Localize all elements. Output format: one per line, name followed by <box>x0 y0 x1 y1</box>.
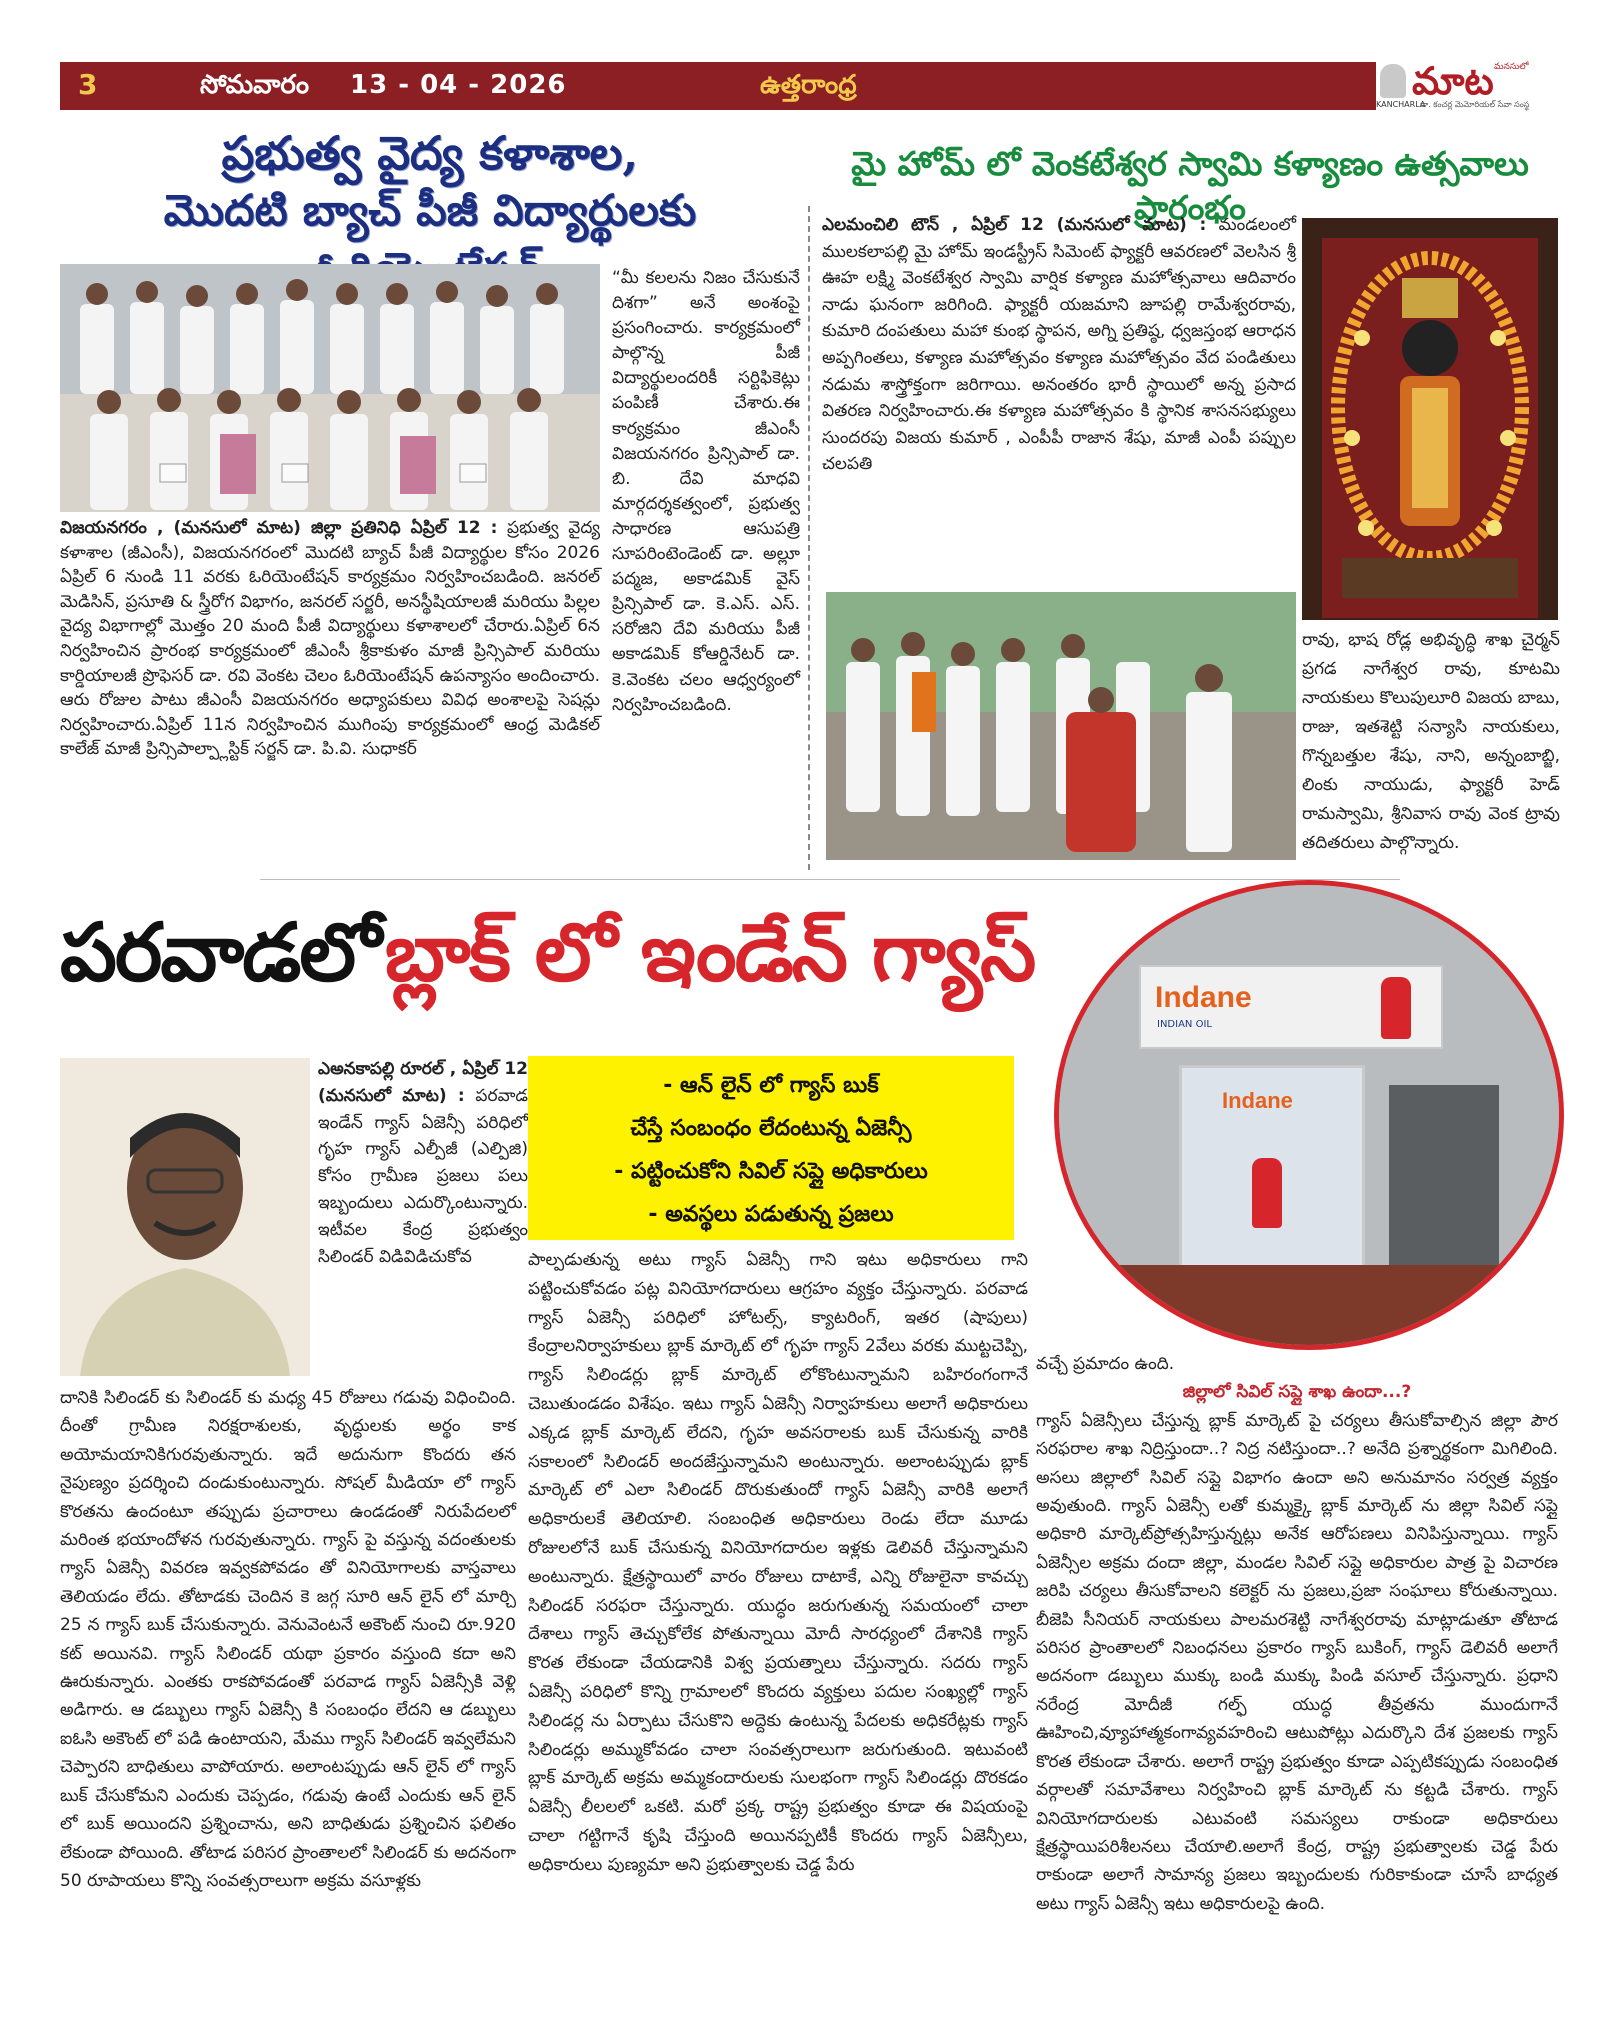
shutter-gate <box>1389 1085 1499 1275</box>
graduates-group-photo-art <box>60 264 600 512</box>
article3-col3-top: వచ్చే ప్రమాదం ఉంది. <box>1036 1354 1175 1374</box>
article1-headline-line2: మొదటి బ్యాచ్ పీజీ విద్యార్థులకు <box>163 186 697 236</box>
page-header-bar <box>60 62 1560 110</box>
gas-agency-photo <box>1054 880 1564 1350</box>
highlight-item: - అవస్థలు పడుతున్న ప్రజలు <box>648 1202 894 1227</box>
article3-headline-part2: బ్లాక్ లో ఇండేన్ గ్యాస్ <box>384 906 1035 999</box>
article1-body-text: ప్రభుత్వ వైద్య కళాశాల (జీఎంసీ), విజయనగరంలో మొదటి బ్యాచ్ పీజీ విద్యార్థుల కోసం 2026 ఏప్రిల్ 6 నుండి 11 వరకు ఓరియెంటేషన్ కార్యక్రమం నిర్వహించబడింది. జనరల్ మెడిసిన్, ప్రసూతి & స్త్రీరోగ విభాగం, జనరల్ సర్జరీ, అనస్థీషియాలజీ మరియు పిల్లల వైద్య విభాగాల్లో మొత్తం 20 మంది పీజీ విద్యార్థులు కళాశాలలో చేరారు.ఏప్రిల్ 6న నిర్వహించిన ప్రారంభ కార్యక్రమంలో జీఎంసీ శ్రీకాకుళం మాజీ ప్రిన్సిపాల్ మరియు కార్డియాలజీ ప్రొఫెసర్ డా. రవి వెంకట చెలం ఓరియెంటేషన్ ఉపన్యాసం అందించారు. ఆరు రోజుల పాటు జీఎంసీ విజయనగరం అధ్యాపకులు వివిధ అంశాలపై సెషన్లు నిర్వహించారు.ఏప్రిల్ 11న నిర్వహించిన ముగింపు కార్యక్రమంలో ఆంధ్ర మెడికల్ కాలేజ్ మాజీ ప్రిన్సిపాల్ప్లాస్టిక్ సర్జన్ డా. పి.వి. సుధాకర్ <box>60 518 601 760</box>
indane-sign-sub: INDIAN OIL <box>1157 1019 1212 1030</box>
article3-col2-text: పాల్పడుతున్న అటు గ్యాస్ ఏజెన్సీ గాని ఇటు అధికారులు గాని పట్టించుకోవడం పట్ల వినియోగదారులు ఆగ్రహం వ్యక్తం చేస్తున్నారు. పరవాడ గ్యాస్ ఏజెన్సీ పరిధిలో హోటల్స్, క్యాటరింగ్, ఇతర (షాపులు) కేంద్రాలనిర్వాహకులు బ్లాక్ మార్కెట్ లో గృహ గ్యాస్ 2వేలు వరకు ముట్టచెప్పి, గ్యాస్ సిలిండర్లు బ్లాక్ మార్కెట్ లోకొంటున్నామని బహిరంగంగానే చెబుతుండడం విశేషం. ఇటు గ్యాస్ ఏజెన్సీ నిర్వాహకులు అలాగే అధికారులు ఎక్కడ బ్లాక్ మార్కెట్ లేదని, గృహ అవసరాలకు బుక్ చేసుకున్న వారికి సకాలంలో సిలిండర్ అందజేస్తున్నామని అంటున్నారు. అలాంటప్పుడు బ్లాక్ మార్కెట్ లో ఎలా సిలిండర్ దొరుకుతుందో గ్యాస్ ఏజెన్సీ వారికి అలాగే అధికారులకే తెలియాలి. సంబంధిత అధికారులు రెండు లేదా మూడు రోజులలోనే బుక్ చేసుకున్న వినియోగదారుల ఇళ్లకు డెలివరీ చేస్తున్నామని అంటున్నారు. క్షేత్రస్థాయిలో వారం రోజులు దాటాకే, ఎన్ని రోజులైనా కావచ్చు సిలిండర్ సరఫరా చేస్తున్నారు. యుద్ధం జరుగుతున్న సమయంలో చాలా దేశాలు గ్యాస్ తెచ్చుకోలేక పోతున్నాయి మోదీ సారధ్యంలో దేశానికి గ్యాస్ కొరత లేకుండా చేయడానికి విశ్వ ప్రయత్నాలు చేస్తున్నారు. సదరు గ్యాస్ ఏజెన్సీ పరిధిలో కొన్ని గ్రామాలలో కొందరు వ్యక్తులు పదుల సంఖ్యల్లో గ్యాస్ సిలిండర్ల ను ఏర్పాటు చేసుకొని అద్దెకు ఉంటున్న పేదలకు అధికరేట్లకు గ్యాస్ సిలిండర్లు అమ్ముకోవడం చాలా సంవత్సరాలుగా జరుగుతుంది. ఇటువంటి బ్లాక్ మార్కెట్ అక్రమ అమ్మకందారులకు సులభంగా గ్యాస్ సిలిండర్లు దొరకడం ఏజెన్సీ లీలలలో ఒకటి. మరో ప్రక్క రాష్ట్ర ప్రభుత్వం కూడా ఈ విషయంపై చాలా గట్టిగానే కృషి చేస్తుంది అయినప్పటికీ కొందరు గ్యాస్ ఏజెన్సీలు, అధికారులు పుణ్యమా అని ప్రభుత్వాలకు చెడ్డ పేరు <box>528 1250 1028 1875</box>
logo-brand: మాట <box>1412 58 1494 103</box>
indane-signboard <box>1139 965 1443 1049</box>
article1-headline-line1: ప్రభుత్వ వైద్య కళాశాల, <box>221 126 639 180</box>
gas-cylinder-icon <box>1381 977 1411 1039</box>
column-divider <box>808 206 810 870</box>
article1-side-text: “మీ కలలను నిజం చేసుకునే దిశగా” అనే అంశంపై ప్రసంగించారు. కార్యక్రమంలో పాల్గొన్న పీజీ విద్యార్థులందరికీ సర్టిఫికెట్లు పంపిణీ చేశారు.ఈ కార్యక్రమం జీఎంసీ విజయనగరం ప్రిన్సిపాల్ డా. బి. దేవి మాధవి మార్గదర్శకత్వంలో, ప్రభుత్వ సాధారణ ఆసుపత్రి సూపరింటెండెంట్ డా. అల్లూ పద్మజ, అకాడమిక్ వైస్ ప్రిన్సిపాల్ డా. కె.ఎస్. ఎస్. సరోజిని దేవి మరియు పీజీ అకాడమిక్ కోఆర్డినేటర్ డా. కె.వెంకట చలం ఆధ్వర్యంలో నిర్వహించబడింది. <box>612 268 800 715</box>
header-day: సోమవారం <box>200 70 310 100</box>
tiled-floor <box>1059 1265 1559 1345</box>
reporter-portrait-art <box>60 1058 310 1376</box>
logo-tagline: డా. కంచర్ల మెమోరియల్ సేవా సంస్థ <box>1420 100 1530 109</box>
logo-prefix: మనసులో <box>1494 62 1529 72</box>
article1-dateline: విజయనగరం , (మనసులో మాట) జిల్లా ప్రతినిధి ఏప్రిల్ 12 : <box>60 518 498 538</box>
article3-col3-text: గ్యాస్ ఏజెన్సీలు చేస్తున్న బ్లాక్ మార్కెట్ పై చర్యలు తీసుకోవాల్సిన జిల్లా పౌర సరఫరాల శాఖ నిద్రిస్తుందా..? నిద్ర నటిస్తుందా..? అనేది ప్రశ్నార్థకంగా మిగిలింది. అసలు జిల్లాలో సివిల్ సప్లై విభాగం ఉందా అని అనుమానం సర్వత్ర వ్యక్తం అవుతుంది. గ్యాస్ ఏజెన్సీ లతో కుమ్మక్కై బ్లాక్ మార్కెట్ ను జిల్లా సివిల్ సప్లై అధికారి మార్కెట్‌ప్రోత్సహిస్తున్నట్లు అనేక ఆరోపణలు వినిపిస్తున్నాయి. గ్యాస్ ఏజెన్సీల అక్రమ దందా జిల్లా, మండల సివిల్ సప్లై అధికారుల పాత్ర పై విచారణ జరిపి చర్యలు తీసుకోవాలని కలెక్టర్ ను ప్రజలు,ప్రజా సంఘాలు కోరుతున్నాయి. బీజెపి సీనియర్ నాయకులు పాలమరశెట్టి నాగేశ్వరరావు మాట్లాడుతూ తోటాడ పరిసర ప్రాంతాలలో నిబంధనలు ప్రకారం గ్యాస్ బుకింగ్, గ్యాస్ డెలివరీ అలాగే అదనంగా డబ్బులు ముక్కు బండి ముక్కు పిండి వసూల్ చేస్తున్నారు. ప్రధాని నరేంద్ర మోదీజీ గల్ఫ్ యుద్ధ తీవ్రతను ముందుగానే ఊహించి,వ్యూహాత్మకంగావ్యవహరించి ఆటుపోట్లు ఎదుర్కొని దేశ ప్రజలకు గ్యాస్ కొరత లేకుండా చేశారు. అలాగే రాష్ట్ర ప్రభుత్వం కూడా ఎప్పటికప్పుడు సంబంధిత వర్గాలతో సమావేశాలు నిర్వహించి బ్లాక్ మార్కెట్ ను కట్టడి చేశారు. గ్యాస్ వినియోగదారులకు ఎటువంటి సమస్యలు రాకుండా అధికారులు క్షేత్రస్థాయిపరిశీలనలు చేయాలి.అలాగే కేంద్ర, రాష్ట్ర ప్రభుత్వాలకు చెడ్డ పేరు రాకుండా అలాగే సామాన్య ప్రజలు ఇబ్బందులకు గురికాకుండా చూసే బాధ్యత అటు గ్యాస్ ఏజెన్సీ ఇటు అధికారులపై ఉంది. <box>1036 1410 1558 1914</box>
section-divider <box>260 879 1400 880</box>
article3-dateline: ఎఅనకాపల్లి రూరల్ , ఏప్రిల్ 12 (మనసులో మాట) : <box>318 1059 528 1106</box>
door-cylinder-icon <box>1252 1158 1282 1228</box>
deity-photo-art <box>1302 218 1558 620</box>
newspaper-logo <box>1376 60 1566 114</box>
highlight-item: - ఆన్ లైన్ లో గ్యాస్ బుక్ <box>663 1073 879 1098</box>
deity-photo <box>1302 218 1558 620</box>
indane-door-brand: Indane <box>1222 1088 1293 1113</box>
logo-caption: KANCHARLA <box>1376 100 1426 109</box>
article3-intro-text: పరవాడ ఇండేన్ గ్యాస్ ఏజెన్సీ పరిధిలో గృహ గ్యాస్ ఎల్పీజీ (ఎల్పిజి) కోసం గ్రామీణ ప్రజలు పలు ఇబ్బందులు ఎదుర్కొంటున్నారు. ఇటీవల కేంద్ర ప్రభుత్వం సిలిండర్ విడివిడిచుకోవ <box>318 1085 528 1267</box>
shop-glass-door <box>1179 1065 1365 1271</box>
article3-col3-subhead: జిల్లాలో సివిల్ సప్లై శాఖ ఉందా...? <box>1182 1382 1412 1403</box>
article3-col1-text: దానికి సిలిండర్ కు సిలిండర్ కు మధ్య 45 రోజులు గడువు విధించింది. దీంతో గ్రామీణ నిరక్షరాశులకు, వృద్ధులకు అర్థం కాక అయోమయానికిగురవుతున్నారు. ఇదే అదునుగా కొందరు తన నైపుణ్యం ప్రదర్శించి దండుకుంటున్నారు. సోషల్ మీడియా లో గ్యాస్ కొరతను ఉందంటూ తప్పుడు ప్రచారాలు ఉండడంతో నిరుపేదలలో మరింత భయాందోళన గురవుతున్నారు. గ్యాస్ పై వస్తున్న వదంతులకు గ్యాస్ ఏజెన్సీ వివరణ ఇవ్వకపోవడం తో వినియోగాలకు వాస్తవాలు తెలియడం లేదు. తోటాడకు చెందిన కె జగ్గ సూరి ఆన్ లైన్ లో మార్చి 25 న గ్యాస్ బుక్ చేసుకున్నారు. వెనువెంటనే అకౌంట్ నుంచి రూ.920 కట్ అయినవి. గ్యాస్ సిలిండర్ యథా ప్రకారం వస్తుంది కదా అని ఊరుకున్నారు. ఎంతకు రాకపోవడంతో పరవాడ గ్యాస్ ఏజెన్సీకి వెళ్లి అడిగారు. ఆ డబ్బులు గ్యాస్ ఏజెన్సీ కి సంబంధం లేదని ఆ డబ్బులు ఐఓసి అకౌంట్ లో పడి ఉంటాయని, మేము గ్యాస్ సిలిండర్ ఇవ్వలేమని చెప్పారని బాధితులు వాపోయారు. అలాంటప్పుడు ఆన్ లైన్ లో గ్యాస్ బుక్ చేసుకోమని ఎందుకు చెప్పడం, గడువు ఉంటే ఎందుకు ఆన్ లైన్ లో బుక్ అయిందని ప్రశ్నించాను, అని బాధితుడు ప్రశ్నించిన ఫలితం లేకుండా పోయింది. తోటాడ పరిసర ప్రాంతాలలో సిలిండర్ కు అదనంగా 50 రూపాయలు కొన్ని సంవత్సరాలుగా అక్రమ వసూళ్లకు <box>60 1388 516 1891</box>
article3-col3 <box>1036 1350 1558 1918</box>
article3-headline-part1: పరవాడలో <box>60 906 380 999</box>
article2-dateline: ఎలమంచిలి టౌన్ , ఏప్రిల్ 12 (మనసులో మాట) : <box>822 215 1207 235</box>
highlight-item: - పట్టించుకోని సివిల్ సప్లై అధికారులు <box>614 1159 928 1184</box>
header-region: ఉత్తరాంధ్ర <box>760 70 857 100</box>
header-date: 13 - 04 - 2026 <box>350 70 567 100</box>
graduates-group-photo <box>60 264 600 512</box>
article3-headline <box>60 906 1034 1016</box>
ceremony-crowd-photo-art <box>826 592 1296 860</box>
article3-intro <box>318 1056 528 1270</box>
page-number: 3 <box>78 68 98 101</box>
founder-portrait-icon <box>1380 64 1406 98</box>
article2-side-text: రావు, భాష రోడ్ల అభివృద్ధి శాఖ చైర్మన్ ప్రగడ నాగేశ్వర రావు, కూటమి నాయకులు కొలుపులూరి విజయ బాబు, రాజు, ఇతశెట్టి సన్యాసి నాయకులు, గొన్నబత్తుల శేషు, నాని, అన్నంబాబ్జి, లింకు నాయుడు, ఫ్యాక్టరీ హెడ్ రామస్వామి, శ్రీనివాస రావు వెంక ట్రావు తదితరులు పాల్గొన్నారు. <box>1302 630 1560 853</box>
highlight-item: చేస్తే సంబంధం లేదంటున్న ఏజెన్సీ <box>630 1116 912 1141</box>
article3-highlights-box <box>528 1056 1014 1240</box>
indane-sign-brand: Indane <box>1155 981 1252 1014</box>
article2-body <box>822 212 1296 478</box>
article2-headline: మై హోమ్ లో వెంకటేశ్వర స్వామి కళ్యాణం ఉత్సవాలు ప్రారంభం <box>851 144 1529 227</box>
article1-body <box>60 516 600 762</box>
ceremony-crowd-photo <box>826 592 1296 860</box>
article2-body-text: మండలంలో ములకలాపల్లి మై హోమ్ ఇండస్ట్రీస్ సిమెంట్ ఫ్యాక్టరీ ఆవరణలో వెలసిన శ్రీ ఊహ లక్ష్మి వెంకటేశ్వర స్వామి వార్షిక కళ్యాణ మహోత్సవాలు ఆదివారం నాడు ఘనంగా జరిగింది. ఫ్యాక్టరీ యజమాని జూపల్లి రామేశ్వరరావు, కుమారి దంపతులు మహా కుంభ స్థాపన, అగ్ని ప్రతిష్ఠ, ధ్వజస్తంభ ఆరాధన అప్పగింతలు, కళ్యాణ మహోత్సవం కళ్యాణ మహోత్సవం వేద పండితులు నడుమ శాస్త్రోక్తంగా జరిగాయి. అనంతరం భారీ స్థాయిలో అన్న ప్రసాద వితరణ నిర్వహించారు.ఈ కళ్యాణ మహోత్సవం కి స్థానిక శాసనసభ్యులు సుందరపు విజయ కుమార్ , ఎంపీపీ రాజాన శేషు, మాజీ ఎంపీ పప్పుల చలపతి <box>822 215 1296 475</box>
reporter-portrait <box>60 1058 310 1376</box>
